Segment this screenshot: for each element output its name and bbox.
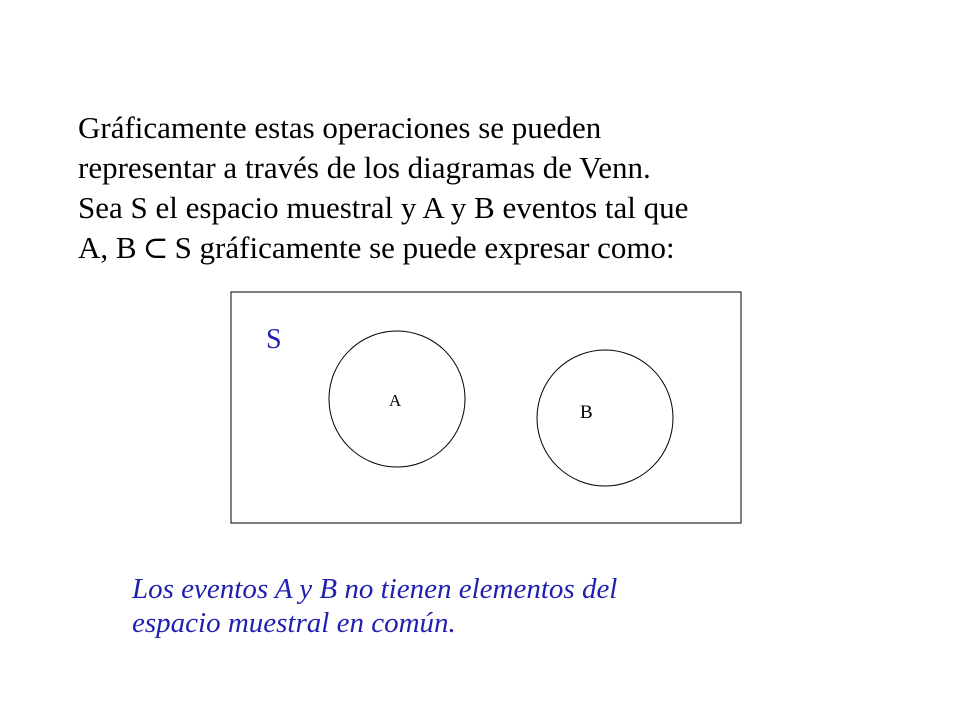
intro-line-4-rest: S gráficamente se puede expresar como: (174, 230, 675, 265)
note-line-2: espacio muestral en común. (132, 607, 456, 639)
set-a-label: A (389, 391, 402, 410)
sample-space-label: S (266, 324, 282, 355)
set-b-circle (537, 350, 673, 486)
subset-symbol: ⊂ (142, 230, 169, 265)
intro-line-4-sets: A, B (78, 230, 137, 265)
set-b-label: B (580, 402, 593, 423)
intro-line-3: Sea S el espacio muestral y A y B eventos tal que (78, 190, 689, 225)
note-line-1: Los eventos A y B no tienen elementos del (132, 573, 618, 605)
sample-space-rect (231, 292, 741, 523)
intro-line-1: Gráficamente estas operaciones se pueden (78, 110, 602, 145)
disjoint-note (132, 572, 832, 640)
intro-line-2: representar a través de los diagramas de Venn. (78, 150, 651, 185)
